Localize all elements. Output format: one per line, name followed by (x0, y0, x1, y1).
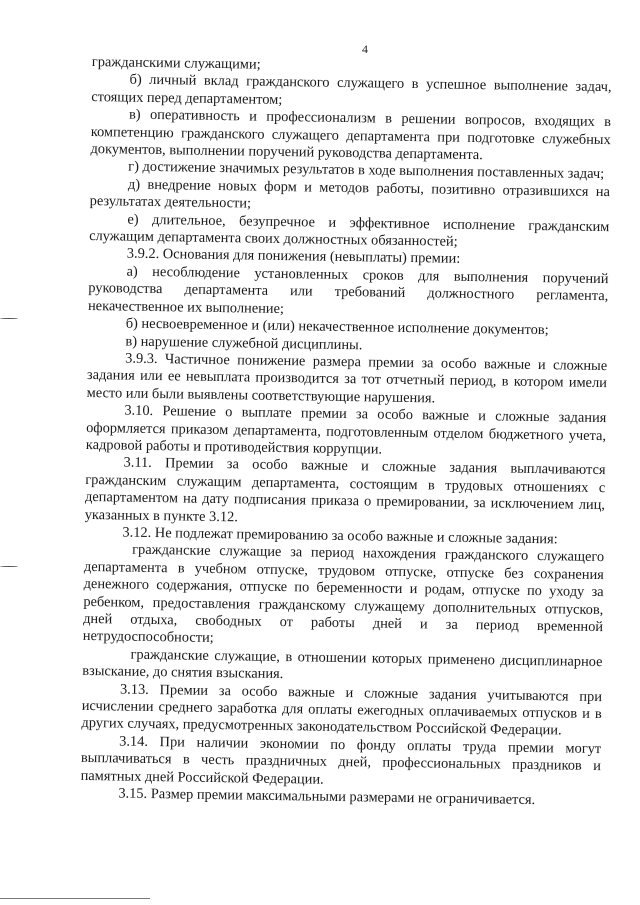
paragraph: в) оперативность и профессионализм в решении вопросов, входящих в компетенцию гражданского служащего департамента при подготовке служебных документов, выполнении поручений руководства департамента. (90, 106, 612, 164)
paragraph: 3.14. При наличии экономии по фонду оплаты труда премии могут выплачиваться в честь праздничных дней, профессиональных праздников и памятных дней Российской Федерации. (80, 733, 602, 788)
paragraph: гражданскими служащими; (91, 54, 261, 73)
paragraph: в) нарушение служебной дисциплины. (125, 333, 363, 353)
paragraph: б) личный вклад гражданского служащего в успешное выполнение задач, стоящих перед департаментом; (91, 72, 612, 108)
bottom-rule (0, 898, 150, 899)
paragraph: 3.13. Премии за особо важные и сложные задания учитываются при исчислении среднего заработка для оплаты ежегодных оплачиваемых отпусков и в других случаях, предусмотренных законодательством Российской Федерации. (81, 681, 603, 739)
paragraph: б) несвоевременное и (или) некачественное исполнение документов; (125, 315, 549, 339)
paragraph: гражданские служащие, в отношении которых применено дисциплинарное взыскание, до снятия взыскания. (82, 646, 603, 683)
paragraph: е) длительное, безупречное и эффективное исполнение гражданским служащим департамента своих должностных обязанностей; (89, 211, 610, 250)
punch-hole-mark (0, 566, 18, 567)
paragraph: д) внедрение новых форм и методов работы, позитивно отразившихся на результатах деятельности; (89, 176, 611, 212)
paragraph: гражданские служащие за период нахождения гражданского служащего департамента в учебном отпуске, трудовом отпуске, отпуске без сохранения денежного содержания, отпуске по беременности и родам, отпуске по уходу за ребенком, предоставления гражданскому служащему дополнительных отпусков, дней отдыха, свободных от работы дней и за период временной нетрудоспособности; (82, 542, 605, 647)
punch-hole-mark (0, 318, 18, 319)
paragraph: 3.12. Не подлежат премированию за особо важные и сложные задания: (122, 524, 558, 548)
paragraph: 3.9.3. Частичное понижение размера премии за особо важные и сложные задания или ее невыплата производится за тот отчетный период, в котором имели место или были выявлены соответствующие нарушения. (86, 350, 608, 407)
document-body (80, 54, 612, 811)
paragraph: 3.9.2. Основания для понижения (невыплаты) премии: (126, 246, 461, 268)
paragraph: 3.15. Размер премии максимальными размерами не ограничивается. (118, 785, 536, 809)
page-number: 4 (362, 42, 368, 56)
paragraph: г) достижение значимых результатов в ходе выполнения поставленных задач; (128, 159, 605, 183)
paragraph: а) несоблюдение установленных сроков для выполнения поручений руководства департамента или требований должностного регламента, некачественное их выполнение; (87, 263, 609, 317)
paragraph: 3.10. Решение о выплате премии за особо важные и сложные задания оформляется приказом департамента, подготовленным отделом бюджетного учета, кадровой работы и противодействия коррупции. (85, 402, 607, 458)
paragraph: 3.11. Премии за особо важные и сложные задания выплачиваются гражданским служащим департамента, состоящим в трудовых отношениях с департаментом на дату подписания приказа о премировании, за исключением лиц, указанных в пункте 3.12. (84, 454, 606, 525)
